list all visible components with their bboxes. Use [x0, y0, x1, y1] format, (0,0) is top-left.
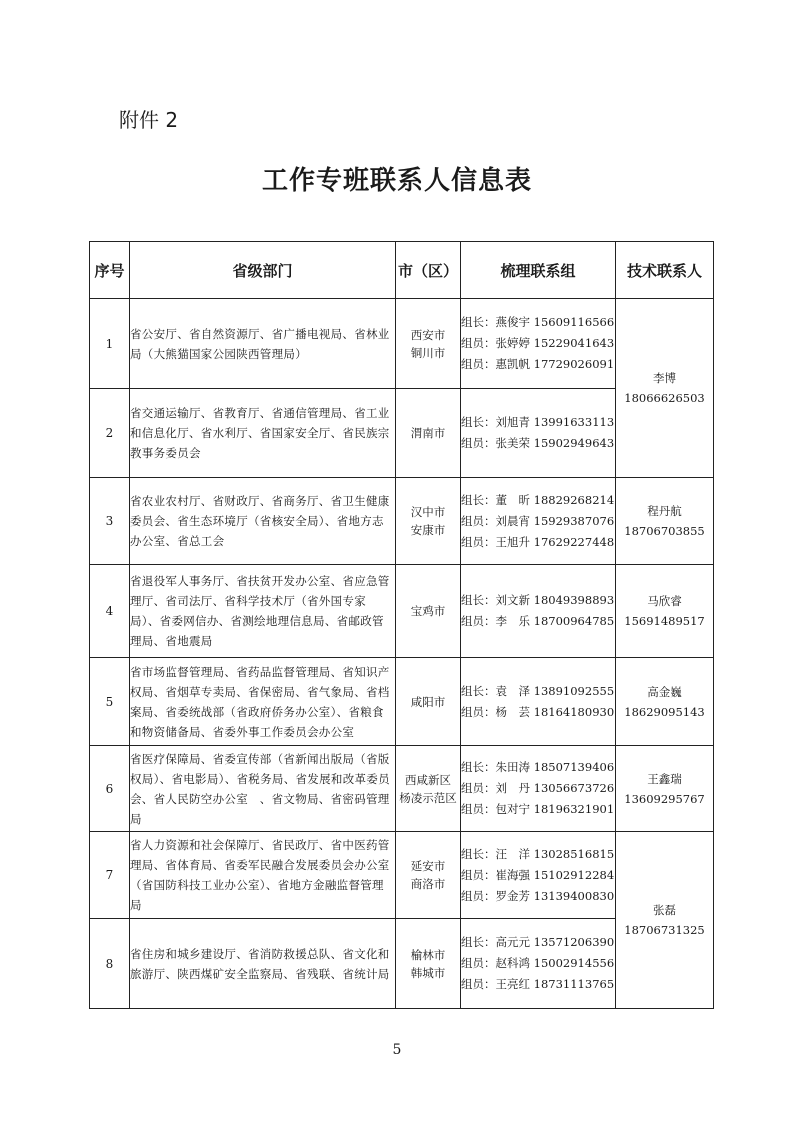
row-group — [461, 565, 616, 658]
table-row — [90, 832, 714, 919]
row-city — [396, 919, 461, 1009]
group-member: 组员：张美荣 15902949643 — [461, 436, 615, 450]
tech-contact-phone: 13609295767 — [624, 791, 705, 806]
city-name: 安康市 — [410, 523, 446, 537]
group-member: 组长：刘文新 18049398893 — [461, 593, 615, 607]
city-name: 杨凌示范区 — [399, 790, 457, 805]
group-member: 组员：崔海强 15102912284 — [461, 867, 615, 882]
group-member: 组长：燕俊宇 15609116566 — [461, 315, 615, 329]
tech-contact-name: 张磊 — [653, 903, 676, 917]
group-member: 组长：董 昕 18829268214 — [461, 492, 615, 507]
row-seq: 4 — [90, 565, 130, 658]
row-city — [396, 565, 461, 658]
row-dept: 省医疗保障局、省委宣传部（省新闻出版局（省版权局）、省电影局）、省税务局、省发展和改革委员会、省人民防空办公室 、省文物局、省密码管理局 — [130, 746, 396, 832]
row-city — [396, 658, 461, 746]
page-number: 5 — [392, 1042, 402, 1058]
row-seq: 2 — [90, 389, 130, 478]
city-name: 西安市 — [410, 327, 446, 342]
row-seq: 7 — [90, 832, 130, 919]
header-seq: 序号 — [90, 242, 130, 299]
group-member: 组员：王亮红 18731113765 — [461, 977, 615, 991]
tech-contact-name: 高金巍 — [647, 684, 682, 699]
tech-contact-name: 李博 — [653, 371, 676, 385]
tech-contact-phone: 18629095143 — [624, 704, 705, 719]
group-member: 组长：高元元 13571206390 — [461, 935, 615, 949]
city-name: 榆林市 — [410, 947, 446, 962]
group-member: 组员：李 乐 18700964785 — [461, 614, 615, 628]
city-name: 汉中市 — [410, 505, 446, 519]
row-city — [396, 389, 461, 478]
tech-contact — [616, 658, 714, 746]
city-name: 西咸新区 — [405, 772, 451, 787]
row-city — [396, 478, 461, 565]
row-dept: 省人力资源和社会保障厅、省民政厅、省中医药管理局、省体育局、省委军民融合发展委员会办公室（省国防科技工业办公室）、省地方金融监督管理局 — [130, 832, 396, 919]
row-seq: 5 — [90, 658, 130, 746]
header-city: 市（区） — [396, 242, 461, 299]
group-member: 组长：刘旭青 13991633113 — [461, 415, 615, 429]
city-name: 宝鸡市 — [410, 604, 446, 618]
group-member: 组员：刘晨宵 15929387076 — [461, 513, 615, 528]
tech-contact-name: 王鑫瑞 — [647, 771, 682, 786]
contact-table — [89, 241, 714, 1009]
row-dept: 省市场监督管理局、省药品监督管理局、省知识产权局、省烟草专卖局、省保密局、省气象局、省档案局、省委统战部（省政府侨务办公室）、省粮食和物资储备局、省委外事工作委员会办公室 — [130, 658, 396, 746]
row-seq: 6 — [90, 746, 130, 832]
row-group — [461, 299, 616, 389]
tech-contact-phone: 18706703855 — [624, 524, 705, 538]
row-city — [396, 746, 461, 832]
group-member: 组员：惠凯帆 17729026091 — [461, 357, 615, 371]
row-group — [461, 746, 616, 832]
row-group — [461, 832, 616, 919]
header-group: 梳理联系组 — [461, 242, 616, 299]
tech-contact — [616, 299, 714, 478]
group-member: 组员：张婷婷 15229041643 — [461, 336, 615, 350]
tech-contact — [616, 832, 714, 1009]
city-name: 韩城市 — [410, 965, 446, 980]
table-row — [90, 658, 714, 746]
tech-contact-name: 马欣睿 — [647, 594, 682, 608]
group-member: 组员：赵科鸿 15002914556 — [461, 956, 615, 970]
table-row — [90, 478, 714, 565]
tech-contact-phone: 18066626503 — [624, 391, 705, 405]
table-row — [90, 565, 714, 658]
attachment-label: 附件 2 — [119, 108, 179, 132]
tech-contact-name: 程丹航 — [647, 504, 682, 518]
row-group — [461, 658, 616, 746]
city-name: 铜川市 — [410, 345, 446, 360]
header-dept: 省级部门 — [130, 242, 396, 299]
row-seq: 3 — [90, 478, 130, 565]
tech-contact — [616, 478, 714, 565]
row-dept: 省农业农村厅、省财政厅、省商务厅、省卫生健康委员会、省生态环境厅（省核安全局）、省地方志办公室、省总工会 — [130, 478, 396, 565]
tech-contact — [616, 746, 714, 832]
city-name: 商洛市 — [410, 877, 446, 891]
group-member: 组员：王旭升 17629227448 — [461, 534, 615, 549]
page-title: 工作专班联系人信息表 — [261, 166, 532, 196]
row-dept: 省住房和城乡建设厅、省消防救援总队、省文化和旅游厅、陕西煤矿安全监察局、省残联、省统计局 — [130, 919, 396, 1009]
row-dept: 省公安厅、省自然资源厅、省广播电视局、省林业局（大熊猫国家公园陕西管理局） — [130, 299, 396, 389]
city-name: 渭南市 — [410, 426, 446, 440]
group-member: 组员：罗金芳 13139400830 — [461, 888, 615, 903]
table-header-row — [90, 242, 714, 299]
city-name: 延安市 — [410, 859, 446, 873]
header-tech: 技术联系人 — [616, 242, 714, 299]
tech-contact — [616, 565, 714, 658]
group-member: 组员：包对宁 18196321901 — [461, 802, 615, 816]
row-group — [461, 478, 616, 565]
tech-contact-phone: 15691489517 — [624, 614, 705, 628]
group-member: 组员：刘 丹 13056673726 — [461, 781, 615, 795]
row-dept: 省交通运输厅、省教育厅、省通信管理局、省工业和信息化厅、省水利厅、省国家安全厅、省民族宗教事务委员会 — [130, 389, 396, 478]
row-group — [461, 389, 616, 478]
tech-contact-phone: 18706731325 — [624, 923, 705, 937]
group-member: 组长：汪 洋 13028516815 — [461, 846, 615, 861]
row-city — [396, 832, 461, 919]
table-row — [90, 746, 714, 832]
row-seq: 1 — [90, 299, 130, 389]
row-dept: 省退役军人事务厅、省扶贫开发办公室、省应急管理厅、省司法厅、省科学技术厅（省外国专家局）、省委网信办、省测绘地理信息局、省邮政管理局、省地震局 — [130, 565, 396, 658]
table-row — [90, 299, 714, 389]
group-member: 组长：袁 泽 13891092555 — [461, 683, 615, 698]
row-city — [396, 299, 461, 389]
city-name: 咸阳市 — [410, 694, 446, 709]
row-seq: 8 — [90, 919, 130, 1009]
row-group — [461, 919, 616, 1009]
group-member: 组长：朱田涛 18507139406 — [461, 760, 615, 774]
group-member: 组员：杨 芸 18164180930 — [461, 704, 615, 719]
